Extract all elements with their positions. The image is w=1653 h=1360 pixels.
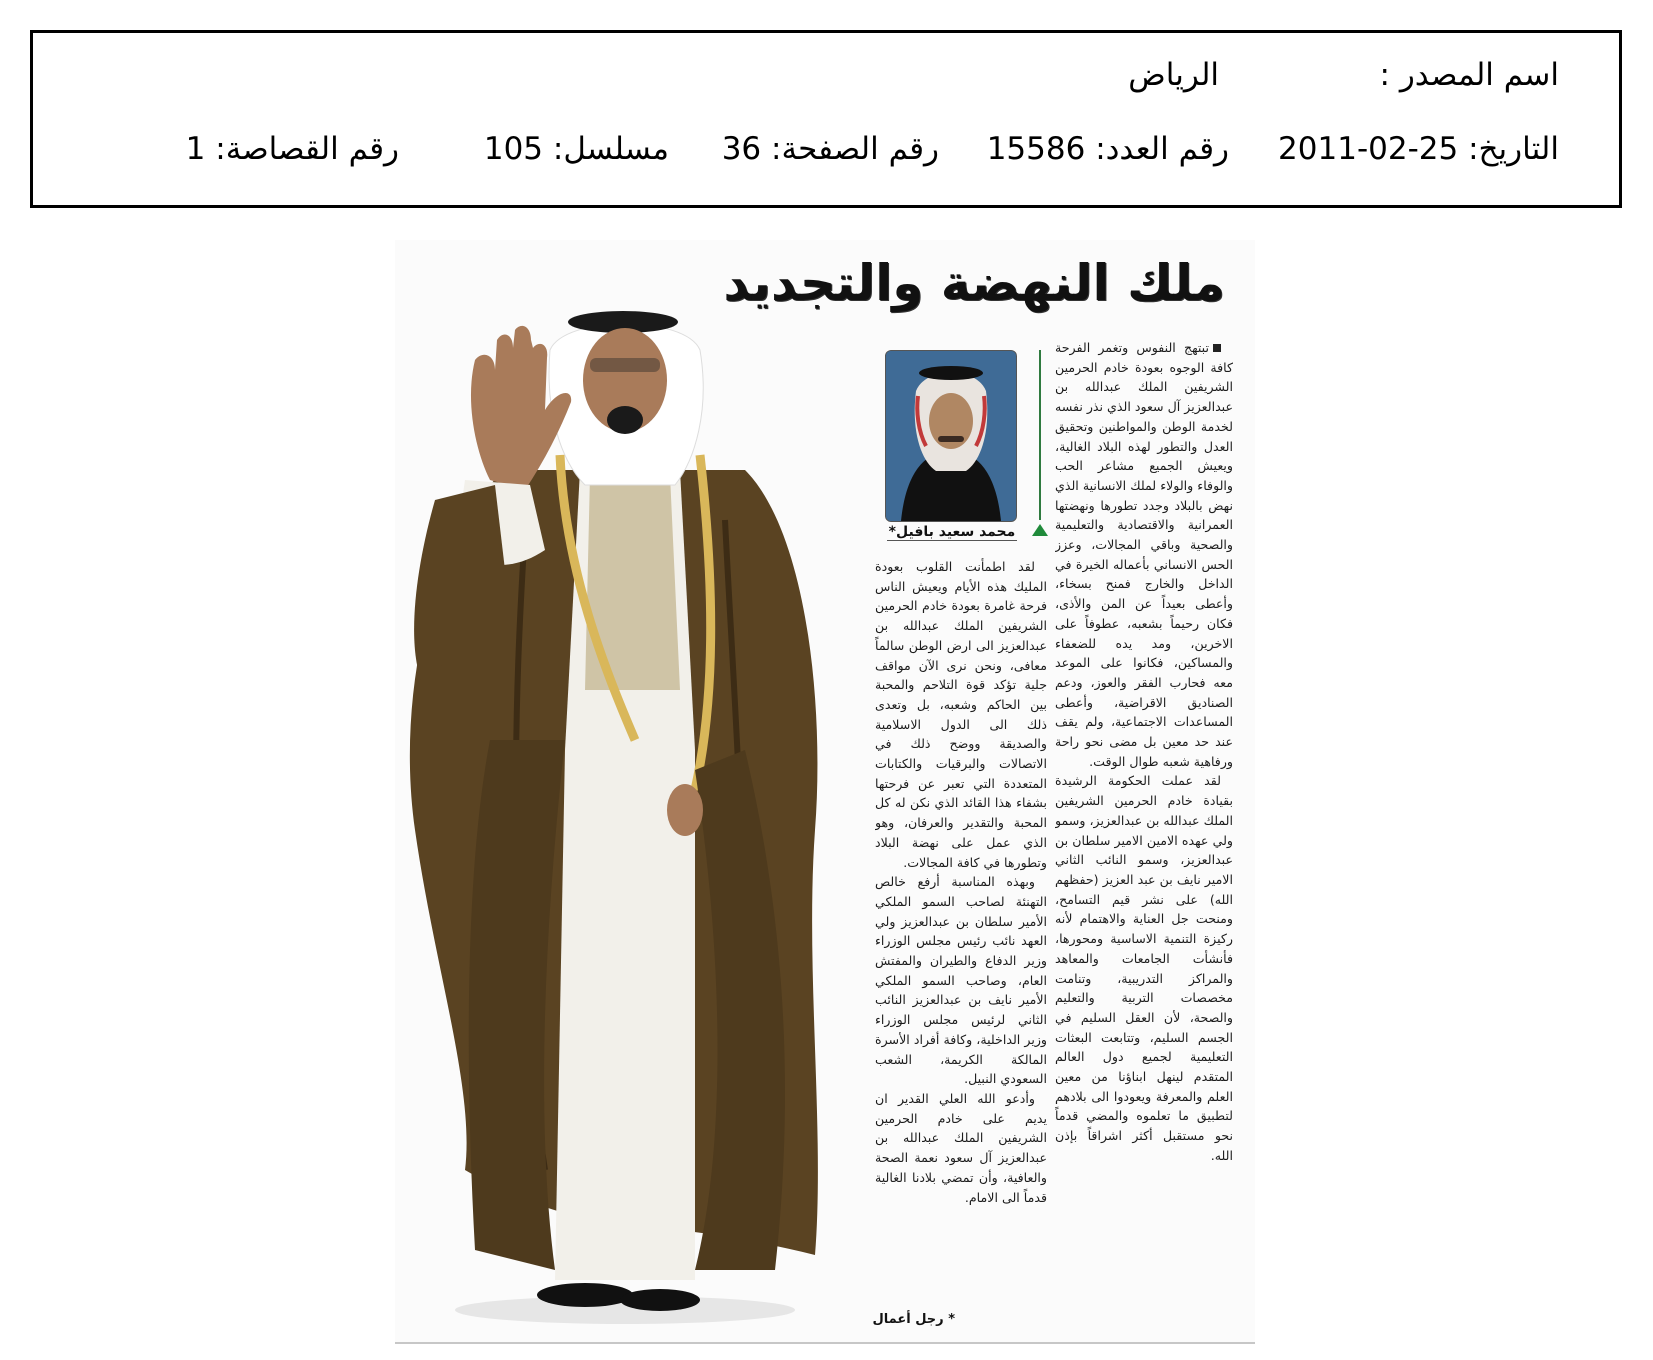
article-paragraph: وبهذه المناسبة أرفع خالص التهنئة لصاحب السمو الملكي الأمير سلطان بن عبدالعزيز ولي العهد نائب رئيس مجلس الوزراء وزير الدفاع والطيران والمفتش العام، وصاحب السمو الملكي الأمير نايف بن عبدالعزيز النائب الثاني لرئيس مجلس الوزراء وزير الداخلية، وكافة أفراد الأسرة المالكة الكريمة، الشعب السعودي النبيل. [875, 874, 1047, 1087]
date-value: 2011-02-25 [1278, 131, 1459, 167]
author-photo [886, 351, 1016, 521]
serial-value: 105 [483, 131, 544, 167]
issue-label: رقم العدد: [1095, 131, 1229, 167]
serial-field [484, 129, 669, 169]
source-label: اسم المصدر : [1379, 57, 1559, 93]
green-triangle-icon [1032, 524, 1048, 536]
date-label: التاريخ: [1468, 131, 1559, 167]
author-byline: محمد سعيد بافيل* [888, 524, 1016, 540]
date-field [1278, 129, 1559, 169]
clip-number-value: 1 [185, 131, 206, 167]
issue-value: 15586 [986, 131, 1086, 167]
serial-label: مسلسل: [552, 131, 669, 167]
author-portrait [885, 350, 1017, 522]
author-footnote: * رجل أعمال [872, 1312, 955, 1327]
clip-number-field [186, 129, 399, 169]
bullet-square-icon [1213, 344, 1221, 352]
issue-field [987, 129, 1229, 169]
article-paragraph: وأدعو الله العلي القدير ان يديم على خادم الحرمين الشريفين الملك عبدالله بن عبدالعزيز آل سعود نعمة الصحة والعافية، وأن تمضي بلادنا الغالية قدماً الى الامام. [875, 1090, 1047, 1205]
source-value: الرياض [1128, 57, 1219, 93]
paragraph-text: تبتهج النفوس وتغمر الفرحة كافة الوجوه بعودة خادم الحرمين الشريفين الملك عبدالله بن عبدالعزيز آل سعود الذي نذر نفسه لخدمة الوطن والمواطنين وتحقيق العدل والتطور لهذه البلاد الغالية، ويعيش الجميع مشاعر الحب والوفاء والولاء لملك الانسانية الذي نهض بالبلاد وجدد تطورها ونهضتها العمرانية والاقتصادية والتعليمية والصحية وباقي المجالات، وعزز الحس الانساني بأعماله الخيرة في الداخل والخارج فمنح بسخاء، وأعطى بعيداً عن المن والأذى، فكان رحيماً بشعبه، عطوفاً على الاخرين، ومد يده للضعفاء والمساكين، فكانوا على الموعد معه فحارب الفقر والعوز، ودعم الصناديق الاقراضية، وأعطى المساعدات الاجتماعية، ولم يقف عند حد معين بل مضى نحو راحة ورفاهية شعبه طوال الوقت. [1055, 340, 1233, 769]
king-photo [395, 270, 865, 1330]
article-column-right [1055, 338, 1233, 1338]
byline-rule [1039, 350, 1041, 520]
clipping-metadata-box [30, 30, 1622, 208]
article-paragraph: لقد اطمأنت القلوب بعودة المليك هذه الأيام ويعيش الناس فرحة غامرة بعودة خادم الحرمين الشريفين الملك عبدالله بن عبدالعزيز الى ارض الوطن سالماً معافى، ونحن نرى الآن مواقف جلية تؤكد قوة التلاحم والمحبة بين الحاكم وشعبه، بل وتعدى ذلك الى الدول الاسلامية والصديقة ووضح ذلك في الاتصالات والبرقيات والكتابات المتعددة التي تعبر عن فرحتها بشفاء هذا القائد الذي نكن له كل المحبة والتقدير والعرفان، وهو الذي عمل على نهضة البلاد وتطورها في كافة المجالات. [875, 559, 1047, 870]
newspaper-clipping [395, 240, 1255, 1344]
page-field [722, 129, 939, 169]
article-paragraph: لقد عملت الحكومة الرشيدة بقيادة خادم الحرمين الشريفين الملك عبدالله بن عبدالعزيز، وسمو ولي عهده الامين الامير سلطان بن عبدالعزيز، وسمو النائب الثاني الامير نايف بن عبد العزيز (حفظهم الله) على نشر قيم التسامح، ومنحت جل العناية والاهتمام لأنه ركيزة التنمية الاساسية ومحورها، فأنشأت الجامعات والمعاهد والمراكز التدريبية، وتنامت مخصصات التربية والتعليم والصحة، لأن العقل السليم في الجسم السليم، وتتابعت البعثات التعليمية لجميع دول العالم المتقدم لينهل ابناؤنا من معين العلم والمعرفة ويعودوا الى بلادهم لتطبيق ما تعلموه والمضي قدماً نحو مستقبل أكثر اشراقاً بإذن الله. [1055, 773, 1233, 1163]
article-column-left [875, 557, 1047, 1282]
article-headline: ملك النهضة والتجديد [723, 254, 1225, 312]
article-paragraph [1055, 338, 1233, 771]
clip-number-label: رقم القصاصة: [215, 131, 399, 167]
page-value: 36 [721, 131, 762, 167]
page-label: رقم الصفحة: [771, 131, 939, 167]
